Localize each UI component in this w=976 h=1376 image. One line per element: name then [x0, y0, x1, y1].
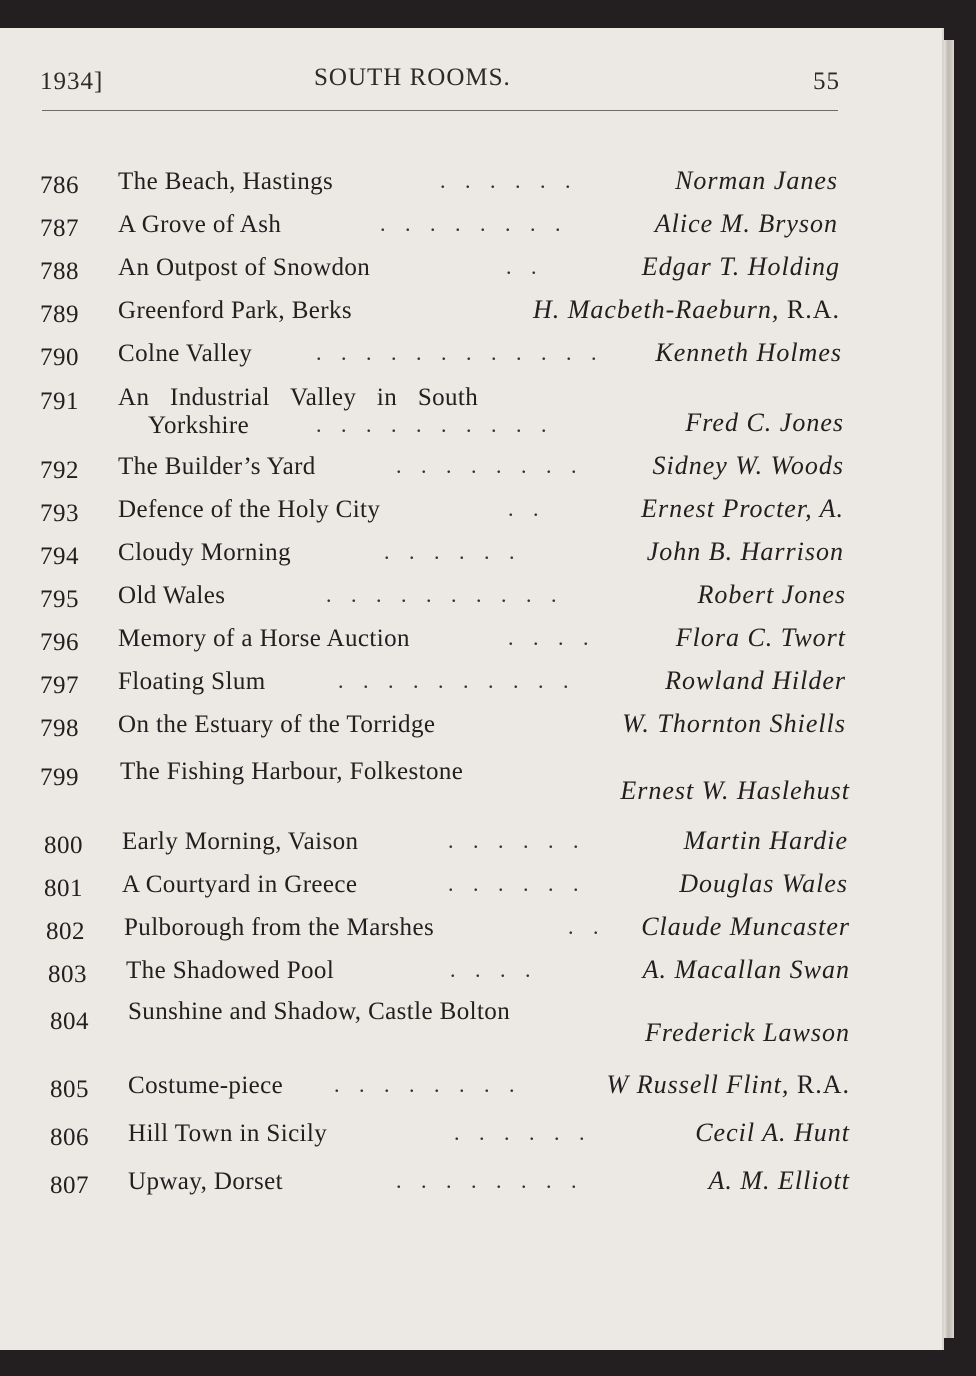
entry-number: 798	[40, 715, 79, 742]
header-section-title: SOUTH ROOMS.	[314, 64, 511, 91]
leader-dots: . .	[508, 496, 546, 521]
artist-name: Claude Muncaster	[641, 912, 850, 941]
entry-number: 794	[40, 543, 79, 570]
artist-name: Flora C. Twort	[675, 623, 846, 652]
entry-artist	[533, 295, 840, 325]
leader-dots: . . . . . . . .	[334, 1072, 522, 1097]
entry-number: 800	[44, 832, 83, 859]
leader-dots: . . . . . .	[448, 871, 586, 896]
entry-artist	[655, 338, 842, 368]
entry-number: 801	[44, 875, 83, 902]
leader-dots: . . . . . . . .	[396, 453, 584, 478]
entry-artist	[653, 451, 844, 481]
entry-title: The Fishing Harbour, Folkestone	[120, 758, 464, 785]
entry-title: Costume-piece	[128, 1072, 284, 1099]
entry-title: Early Morning, Vaison	[122, 828, 359, 855]
entry-title: An Outpost of Snowdon	[118, 254, 371, 281]
entry-number: 806	[50, 1124, 89, 1151]
entry-number: 791	[40, 388, 79, 415]
entry-artist	[698, 580, 846, 610]
entry-number: 786	[40, 172, 79, 199]
artist-name: H. Macbeth-Raeburn,	[532, 295, 780, 324]
header-rule	[42, 110, 838, 111]
leader-dots: . .	[506, 254, 544, 279]
entry-title: Memory of a Horse Auction	[118, 625, 410, 652]
leader-dots: . . . . . . . .	[396, 1168, 584, 1193]
artist-name: Alice M. Bryson	[654, 209, 838, 238]
artist-name: A. M. Elliott	[708, 1166, 850, 1195]
entry-title: The Shadowed Pool	[126, 957, 335, 984]
entry-number: 789	[40, 301, 79, 328]
entry-number: 804	[50, 1008, 89, 1035]
entry-number: 788	[40, 258, 79, 285]
artist-name: Cecil A. Hunt	[695, 1118, 850, 1147]
artist-name: Edgar T. Holding	[641, 252, 840, 281]
entry-artist	[655, 209, 838, 239]
artist-name: W Russell Flint,	[606, 1070, 790, 1099]
entry-title: Old Wales	[118, 582, 226, 609]
leader-dots: . . . . . .	[384, 539, 522, 564]
leader-dots: . . . . . .	[454, 1120, 592, 1145]
leader-dots: . . . .	[508, 625, 596, 650]
artist-suffix: R.A.	[789, 1070, 850, 1099]
leader-dots: . . . . . . . . . .	[316, 412, 554, 437]
entry-number: 790	[40, 344, 79, 371]
artist-name: Ernest Procter, A.	[641, 494, 844, 523]
page-number: 55	[813, 68, 840, 95]
entry-artist	[643, 955, 850, 985]
leader-dots: . . . . . . . . . . . .	[316, 340, 604, 365]
entry-artist	[641, 494, 844, 524]
entry-title-continued: Yorkshire	[148, 412, 250, 439]
entry-title: A Courtyard in Greece	[122, 871, 358, 898]
artist-name: Norman Janes	[675, 166, 838, 195]
running-header	[40, 64, 840, 104]
entry-artist	[695, 1118, 850, 1148]
artist-name: Frederick Lawson	[645, 1018, 850, 1047]
entry-title: Greenford Park, Berks	[118, 297, 353, 324]
artist-name: Rowland Hilder	[665, 666, 846, 695]
entry-title: Sunshine and Shadow, Castle Bolton	[128, 998, 511, 1025]
entry-number: 807	[50, 1172, 89, 1199]
artist-name: John B. Harrison	[646, 537, 844, 566]
entry-title: The Beach, Hastings	[118, 168, 334, 195]
leader-dots: . .	[568, 914, 606, 939]
entry-title: Pulborough from the Marshes	[124, 914, 435, 941]
entry-artist	[675, 166, 838, 196]
artist-name: Douglas Wales	[679, 869, 848, 898]
entry-artist	[679, 869, 848, 899]
entry-title: A Grove of Ash	[118, 211, 282, 238]
entry-number: 799	[40, 764, 79, 791]
artist-suffix: R.A.	[779, 295, 840, 324]
entry-artist	[645, 1018, 850, 1048]
entry-number: 795	[40, 586, 79, 613]
artist-name: Kenneth Holmes	[655, 338, 842, 367]
leader-dots: . . . . . . . . . .	[338, 668, 576, 693]
artist-name: Fred C. Jones	[685, 408, 844, 437]
entry-title: Defence of the Holy City	[118, 496, 381, 523]
leader-dots: . . . . . . . . . .	[326, 582, 564, 607]
artist-name: Ernest W. Haslehust	[620, 776, 850, 805]
artist-name: Martin Hardie	[683, 826, 848, 855]
entry-artist	[642, 252, 840, 282]
entry-number: 805	[50, 1076, 89, 1103]
entry-title: An Industrial Valley in South	[118, 384, 479, 411]
entry-artist	[620, 776, 850, 806]
entry-artist	[647, 537, 844, 567]
leader-dots: . . . . . . . .	[380, 211, 568, 236]
leader-dots: . . . . . .	[440, 168, 578, 193]
entry-number: 797	[40, 672, 79, 699]
entry-artist	[676, 623, 846, 653]
entry-number: 787	[40, 215, 79, 242]
artist-name: Sidney W. Woods	[652, 451, 844, 480]
entry-artist	[708, 1166, 850, 1196]
entry-title: Cloudy Morning	[118, 539, 291, 566]
entry-artist	[607, 1070, 850, 1100]
entry-title: On the Estuary of the Torridge	[118, 711, 436, 738]
entry-artist	[622, 709, 846, 739]
entry-number: 803	[48, 961, 87, 988]
entry-number: 802	[46, 918, 85, 945]
header-year: 1934]	[40, 68, 104, 95]
entry-title: Upway, Dorset	[128, 1168, 283, 1195]
entry-title: Colne Valley	[118, 340, 253, 367]
leader-dots: . . . .	[450, 957, 538, 982]
entry-artist	[685, 408, 844, 438]
artist-name: Robert Jones	[697, 580, 846, 609]
artist-name: W. Thornton Shiells	[622, 709, 846, 738]
entry-number: 796	[40, 629, 79, 656]
entry-title: Floating Slum	[118, 668, 266, 695]
artist-name: A. Macallan Swan	[642, 955, 850, 984]
entry-title: Hill Town in Sicily	[128, 1120, 328, 1147]
entry-number: 792	[40, 457, 79, 484]
leader-dots: . . . . . .	[448, 828, 586, 853]
entry-title: The Builder’s Yard	[118, 453, 316, 480]
entry-artist	[641, 912, 850, 942]
entry-artist	[684, 826, 848, 856]
entry-number: 793	[40, 500, 79, 527]
entry-artist	[665, 666, 846, 696]
